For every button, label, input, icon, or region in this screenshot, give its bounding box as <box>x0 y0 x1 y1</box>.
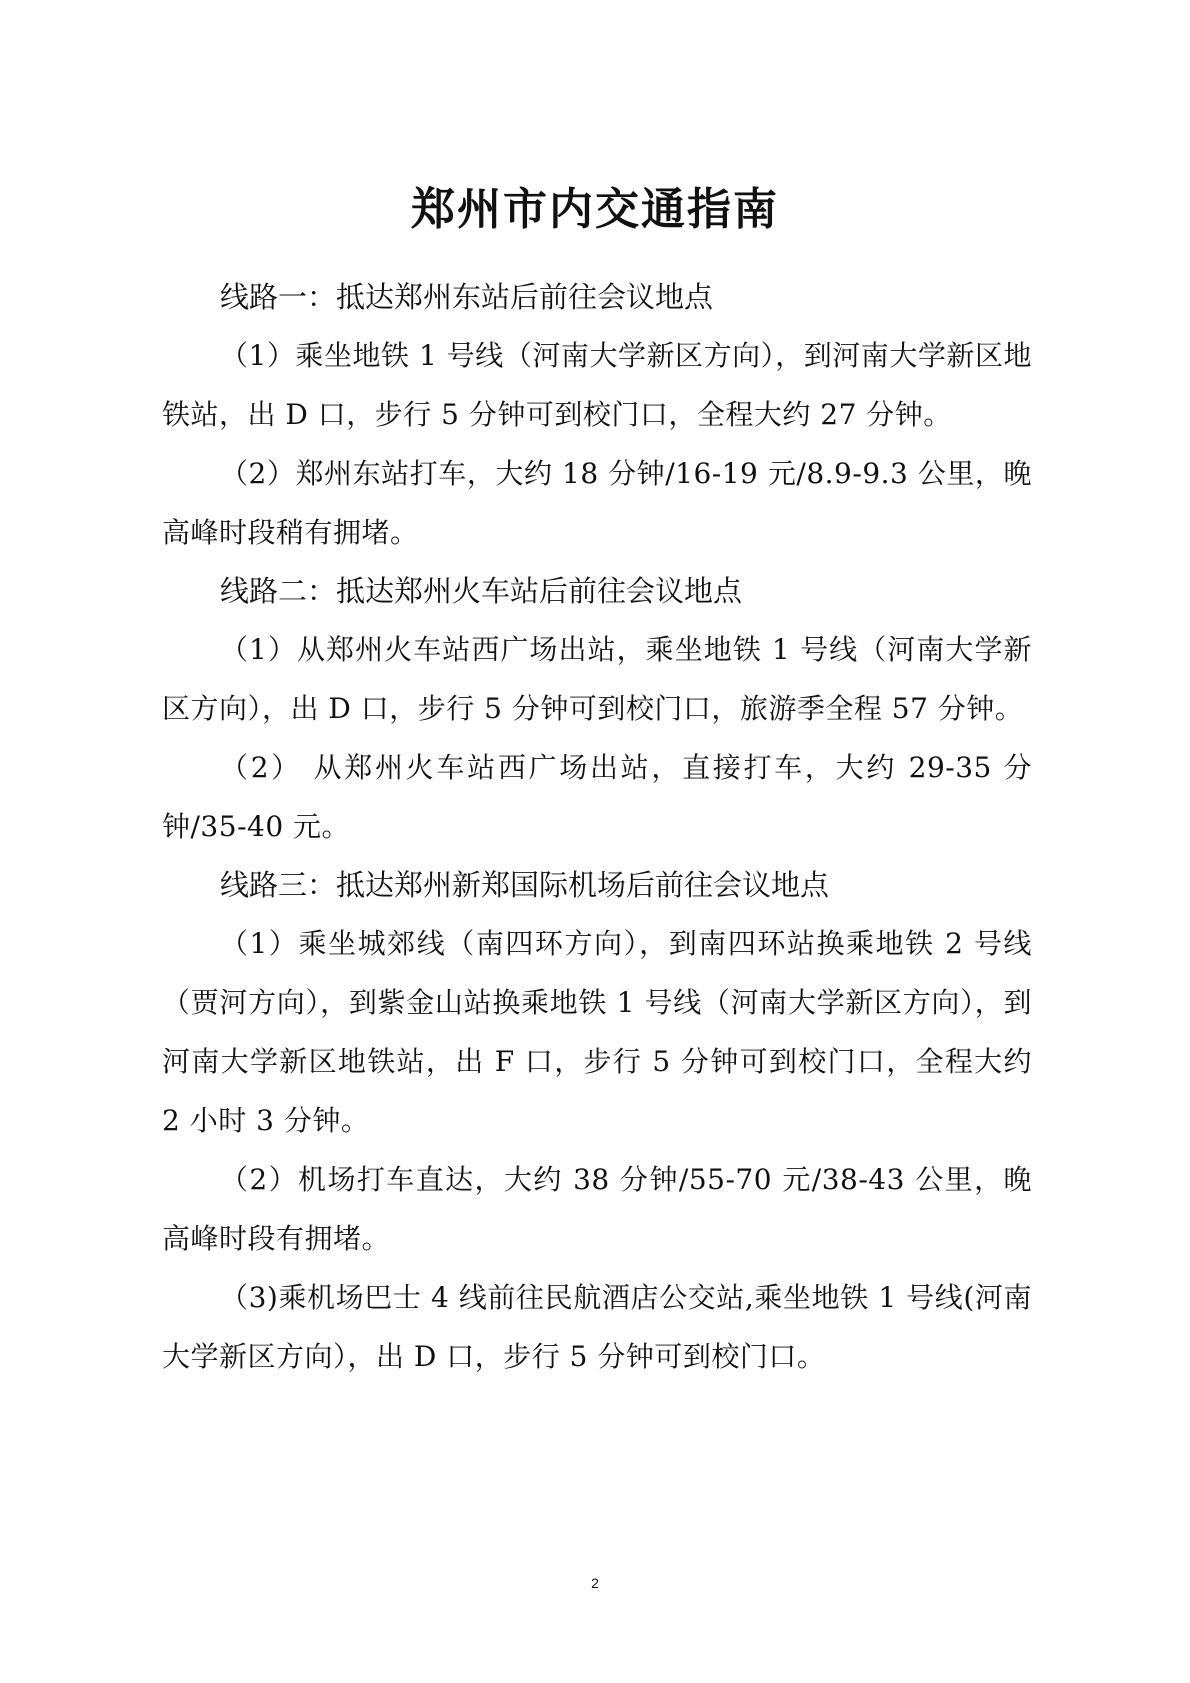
route-heading: 线路二：抵达郑州火车站后前往会议地点 <box>220 574 743 608</box>
route-section <box>162 268 1032 562</box>
route-paragraph: （1）从郑州火车站西广场出站，乘坐地铁 1 号线（河南大学新区方向），出 D 口，步行 5 分钟可到校门口，旅游季全程 57 分钟。 <box>162 633 1032 725</box>
page-title: 郑州市内交通指南 <box>411 184 779 235</box>
route-paragraph: （2）机场打车直达，大约 38 分钟/55-70 元/38-43 公里，晚高峰时段有拥堵。 <box>162 1163 1032 1255</box>
document-body <box>162 268 1032 1386</box>
route-section <box>162 856 1032 1386</box>
route-paragraph: （2） 从郑州火车站西广场出站，直接打车，大约 29-35 分钟/35-40 元。 <box>162 751 1032 843</box>
route-paragraph: （3)乘机场巴士 4 线前往民航酒店公交站,乘坐地铁 1 号线(河南大学新区方向），出 D 口，步行 5 分钟可到校门口。 <box>162 1281 1032 1373</box>
route-heading: 线路一：抵达郑州东站后前往会议地点 <box>220 280 714 314</box>
route-heading: 线路三：抵达郑州新郑国际机场后前往会议地点 <box>220 868 830 902</box>
route-paragraph: （1）乘坐城郊线（南四环方向），到南四环站换乘地铁 2 号线（贾河方向），到紫金山站换乘地铁 1 号线（河南大学新区方向），到河南大学新区地铁站，出 F 口，步行 5 分钟可到校门口，全程大约 2 小时 3 分钟。 <box>162 927 1032 1137</box>
route-section <box>162 562 1032 856</box>
route-paragraph: （2）郑州东站打车，大约 18 分钟/16-19 元/8.9-9.3 公里，晚高峰时段稍有拥堵。 <box>162 457 1032 549</box>
route-paragraph: （1）乘坐地铁 1 号线（河南大学新区方向），到河南大学新区地铁站，出 D 口，步行 5 分钟可到校门口，全程大约 27 分钟。 <box>162 339 1032 431</box>
page-number: 2 <box>591 1575 599 1591</box>
